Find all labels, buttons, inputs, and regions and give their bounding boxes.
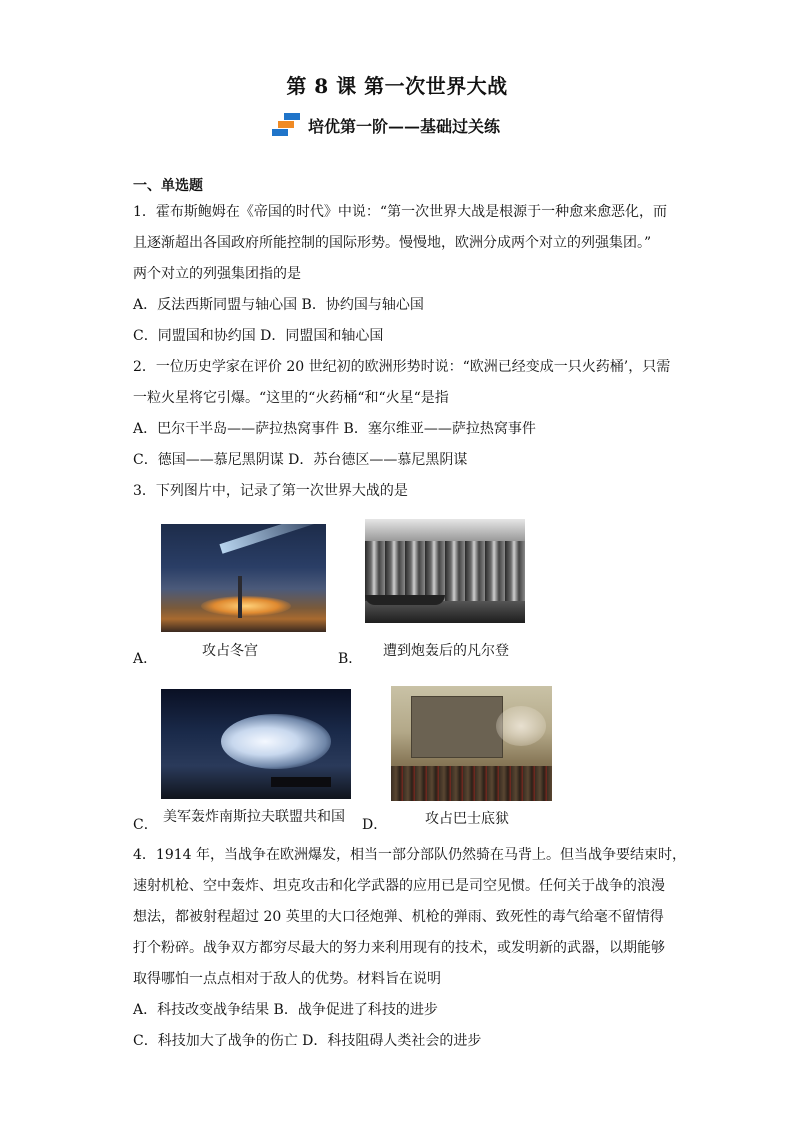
q3-option-c-letter: C． (133, 817, 158, 833)
winter-palace-image (161, 524, 326, 632)
q1-line-3: 两个对立的列强集团指的是 (133, 266, 301, 282)
q3-option-a-caption: 攻占冬宫 (202, 643, 258, 659)
q2-line-2: 一粒火星将它引爆。“这里的“火药桶“和“火星“是指 (133, 390, 449, 406)
verdun-image (365, 519, 525, 623)
yugoslavia-bombing-image (161, 689, 351, 799)
bastille-image (391, 686, 552, 801)
q4-line-3: 想法，都被射程超过 20 英里的大口径炮弹、机枪的弹雨、致死性的毒气给毫不留情得 (133, 909, 664, 925)
q2-option-cd: C．德国——慕尼黑阴谋 D．苏台德区——慕尼黑阴谋 (133, 452, 468, 468)
section-heading: 一、单选题 (133, 178, 203, 194)
q3-option-c-caption: 美军轰炸南斯拉夫联盟共和国 (163, 809, 345, 825)
q4-line-5: 取得哪怕一点点相对于敌人的优势。材料旨在说明 (133, 971, 441, 987)
q2-option-ab: A．巴尔干半岛——萨拉热窝事件 B．塞尔维亚——萨拉热窝事件 (133, 421, 536, 437)
q1-line-1: 1．霍布斯鲍姆在《帝国的时代》中说：“第一次世界大战是根源于一种愈来愈恶化，而 (133, 204, 668, 220)
level-subtitle: 培优第一阶——基础过关练 (308, 116, 501, 136)
stairs-logo-icon (272, 113, 302, 137)
q4-line-2: 速射机枪、空中轰炸、坦克攻击和化学武器的应用已是司空见惯。任何关于战争的浪漫 (133, 878, 665, 894)
q3-option-b-caption: 遭到炮轰后的凡尔登 (383, 643, 509, 659)
q4-line-1: 4．1914 年，当战争在欧洲爆发，相当一部分部队仍然骑在马背上。但当战争要结束时， (133, 847, 686, 863)
q4-option-ab: A．科技改变战争结果 B．战争促进了科技的进步 (133, 1002, 438, 1018)
q3-option-b-letter: B． (338, 651, 363, 667)
q3-option-a-letter: A． (133, 651, 158, 667)
q3-option-d-letter: D． (362, 817, 388, 833)
q1-option-cd: C．同盟国和协约国 D．同盟国和轴心国 (133, 328, 384, 344)
q4-line-4: 打个粉碎。战争双方都穷尽最大的努力来利用现有的技术，或发明新的武器，以期能够 (133, 940, 665, 956)
q1-option-ab: A．反法西斯同盟与轴心国 B．协约国与轴心国 (133, 297, 424, 313)
lesson-title: 第 8 课 第一次世界大战 (286, 74, 508, 98)
q4-option-cd: C．科技加大了战争的伤亡 D．科技阻碍人类社会的进步 (133, 1033, 482, 1049)
q3-line-1: 3．下列图片中，记录了第一次世界大战的是 (133, 483, 408, 499)
q2-line-1: 2．一位历史学家在评价 20 世纪初的欧洲形势时说：“欧洲已经变成一只火药桶’，只需 (133, 359, 671, 375)
q1-line-2: 且逐渐超出各国政府所能控制的国际形势。慢慢地，欧洲分成两个对立的列强集团。” (133, 235, 652, 251)
subtitle-row (272, 112, 500, 138)
q3-option-d-caption: 攻占巴士底狱 (425, 811, 509, 827)
